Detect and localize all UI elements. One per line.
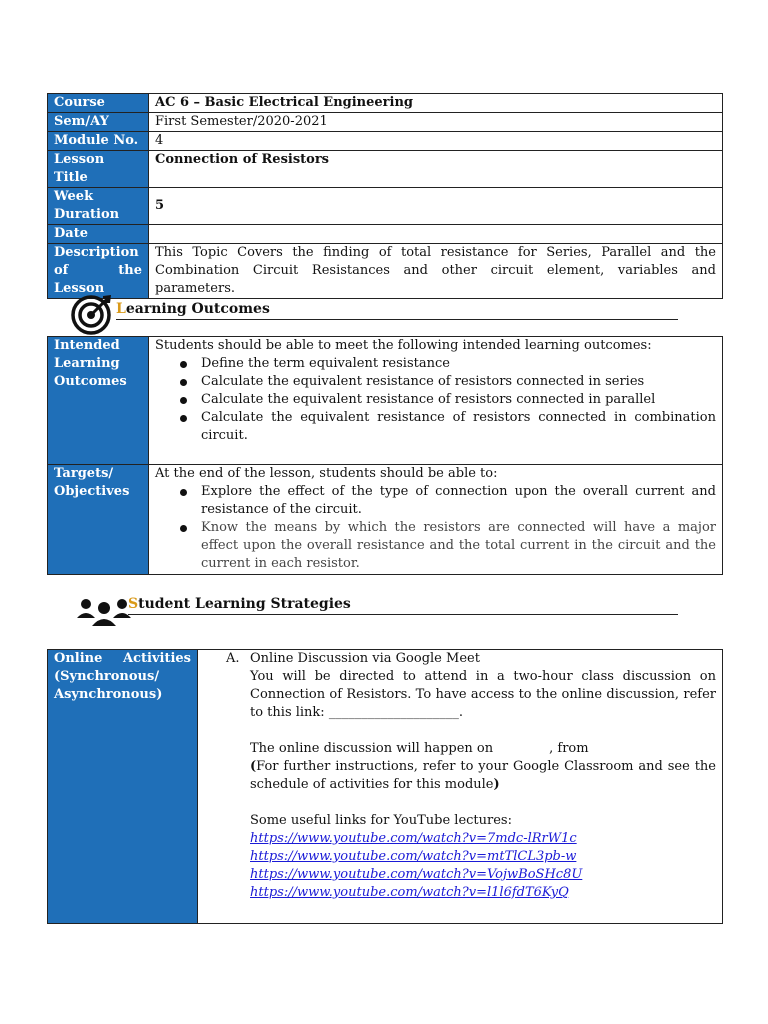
target-icon	[70, 292, 114, 336]
list-item: Explore the effect of the type of connection upon the overall current and resistance of the circuit.	[201, 484, 716, 517]
list-item: Calculate the equivalent resistance of resistors connected in series	[201, 373, 716, 391]
online-activities-content	[198, 650, 723, 924]
date-value	[149, 225, 723, 244]
module-value: 4	[149, 132, 723, 151]
list-item: Calculate the equivalent resistance of resistors connected in parallel	[201, 391, 716, 409]
module-label: Module No.	[48, 132, 149, 151]
targets-label: Targets/ Objectives	[48, 465, 149, 575]
description-value: This Topic Covers the finding of total resistance for Series, Parallel and the Combination Circuit Resistances and other circuit element, variables and parameters.	[149, 244, 723, 299]
ilo-intro: Students should be able to meet the following intended learning outcomes:	[155, 338, 652, 353]
targets-content	[149, 465, 723, 575]
item-marker: A.	[226, 651, 240, 666]
youtube-link[interactable]: https://www.youtube.com/watch?v=l1l6fdT6KyQ	[250, 885, 569, 900]
lesson-title-value: Connection of Resistors	[149, 151, 723, 188]
schedule-line: The online discussion will happen on , from	[250, 741, 589, 756]
course-value: AC 6 – Basic Electrical Engineering	[149, 94, 723, 113]
instructions-note: (For further instructions, refer to your Google Classroom and see the schedule of activities for this module)	[250, 759, 716, 792]
online-activities-table	[47, 649, 723, 924]
description-label: Description of the Lesson	[48, 244, 149, 299]
list-item: Know the means by which the resistors are connected will have a major effect upon the overall resistance and the total current in the circuit and the current in each resistor.	[201, 520, 716, 571]
discussion-paragraph: You will be directed to attend in a two-hour class discussion on Connection of Resistors. To have access to the online discussion, refer to this link: ____________________.	[250, 669, 716, 720]
ilo-content	[149, 337, 723, 465]
date-label: Date	[48, 225, 149, 244]
week-duration-label: Week Duration	[48, 188, 149, 225]
sem-value: First Semester/2020-2021	[149, 113, 723, 132]
ilo-label: Intended Learning Outcomes	[48, 337, 149, 465]
targets-intro: At the end of the lesson, students should be able to:	[155, 466, 498, 481]
youtube-link[interactable]: https://www.youtube.com/watch?v=VojwBoSHc8U	[250, 867, 583, 882]
course-info-table	[47, 93, 723, 299]
list-item: Calculate the equivalent resistance of resistors connected in combination circuit.	[201, 410, 716, 443]
week-duration-value: 5	[149, 188, 723, 225]
group-icon	[76, 592, 132, 632]
youtube-link[interactable]: https://www.youtube.com/watch?v=mtTlCL3pb-w	[250, 849, 577, 864]
list-item: Define the term equivalent resistance	[201, 355, 716, 373]
lesson-title-label: Lesson Title	[48, 151, 149, 188]
youtube-link[interactable]: https://www.youtube.com/watch?v=7mdc-lRrW1c	[250, 831, 577, 846]
online-activities-label: Online Activities (Synchronous/ Asynchronous)	[48, 650, 198, 924]
outcomes-table	[47, 336, 723, 575]
links-intro: Some useful links for YouTube lectures:	[250, 813, 512, 828]
item-title: Online Discussion via Google Meet	[250, 651, 480, 666]
course-label: Course	[48, 94, 149, 113]
sem-label: Sem/AY	[48, 113, 149, 132]
